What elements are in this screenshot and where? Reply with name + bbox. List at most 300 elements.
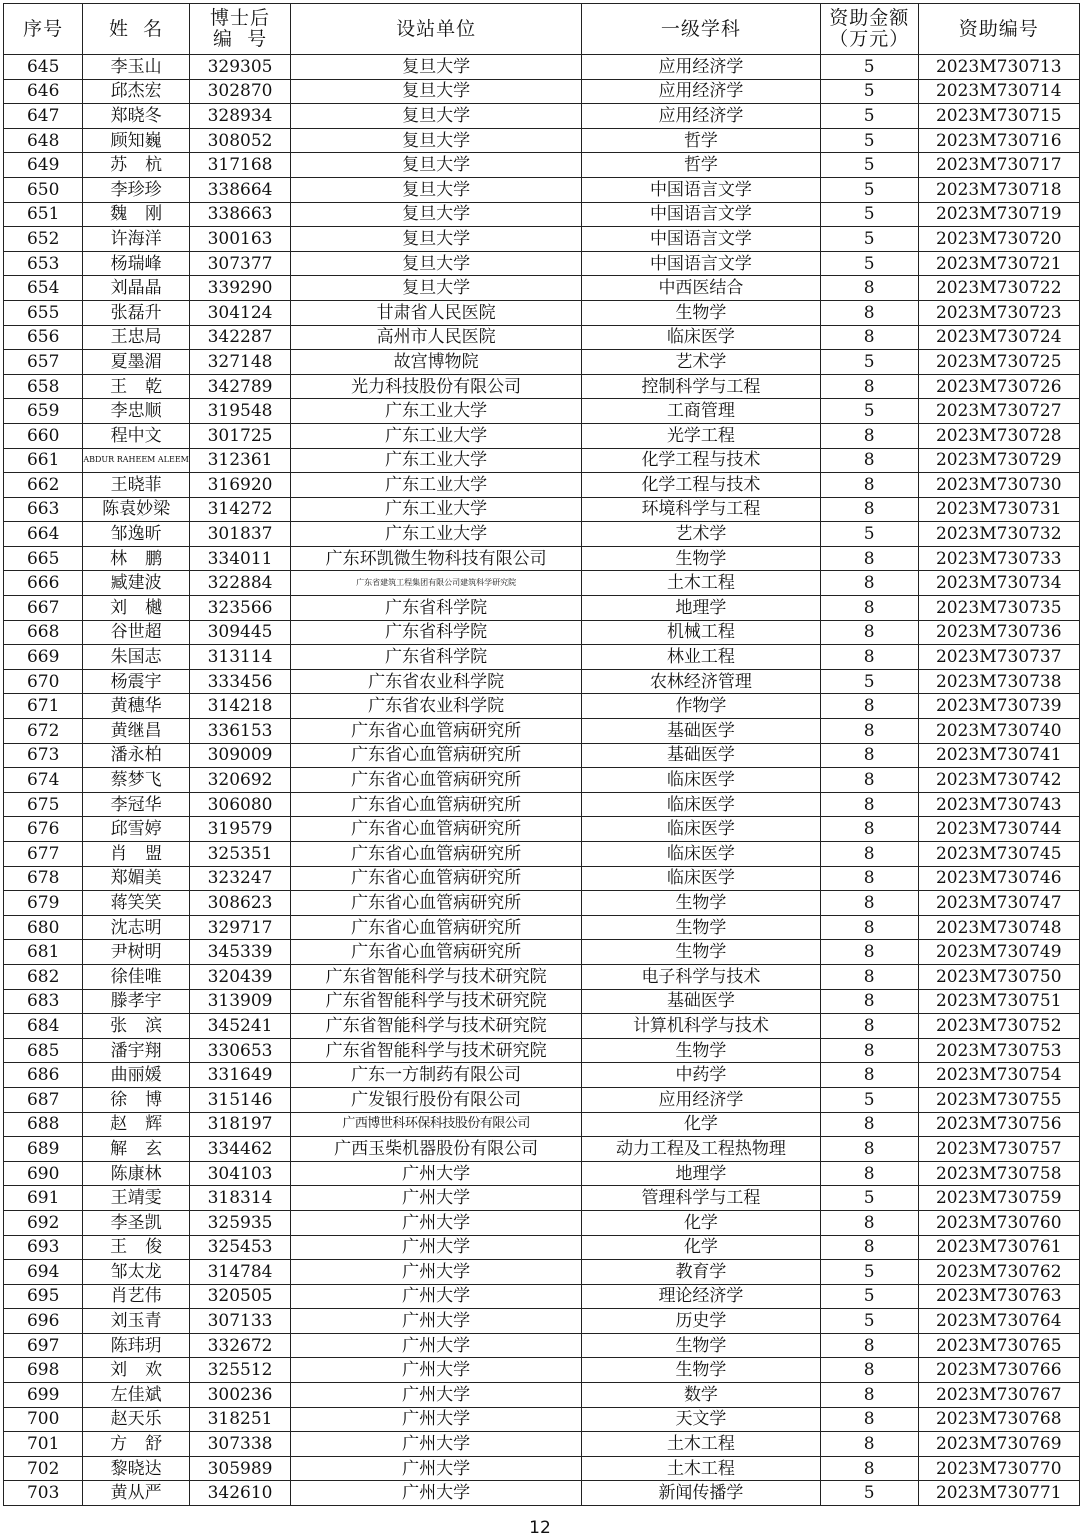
cell-index: 687 bbox=[4, 1087, 83, 1112]
cell-name: 邱雪婷 bbox=[83, 817, 190, 842]
cell-funding-id: 2023M730747 bbox=[918, 891, 1079, 916]
cell-name: 徐博 bbox=[83, 1087, 190, 1112]
cell-station-unit: 广州大学 bbox=[291, 1210, 582, 1235]
cell-name: 李圣凯 bbox=[83, 1210, 190, 1235]
cell-discipline: 管理科学与工程 bbox=[582, 1186, 821, 1211]
cell-station-unit: 广州大学 bbox=[291, 1309, 582, 1334]
cell-funding-amount: 8 bbox=[820, 1038, 918, 1063]
cell-funding-amount: 5 bbox=[820, 251, 918, 276]
cell-station-unit: 高州市人民医院 bbox=[291, 325, 582, 350]
cell-funding-id: 2023M730733 bbox=[918, 546, 1079, 571]
cell-discipline: 基础医学 bbox=[582, 989, 821, 1014]
cell-index: 685 bbox=[4, 1038, 83, 1063]
cell-name: 解玄 bbox=[83, 1137, 190, 1162]
table-row bbox=[4, 1087, 1080, 1112]
cell-index: 676 bbox=[4, 817, 83, 842]
cell-discipline: 土木工程 bbox=[582, 1456, 821, 1481]
cell-station-unit: 复旦大学 bbox=[291, 251, 582, 276]
cell-index: 667 bbox=[4, 596, 83, 621]
table-row bbox=[4, 276, 1080, 301]
cell-station-unit: 广州大学 bbox=[291, 1235, 582, 1260]
cell-postdoc-number: 307338 bbox=[189, 1432, 290, 1457]
cell-postdoc-number: 307133 bbox=[189, 1309, 290, 1334]
cell-index: 703 bbox=[4, 1481, 83, 1506]
cell-station-unit: 广东省心血管病研究所 bbox=[291, 891, 582, 916]
cell-name: 潘永柏 bbox=[83, 743, 190, 768]
cell-name: 王晓菲 bbox=[83, 473, 190, 498]
cell-index: 684 bbox=[4, 1014, 83, 1039]
cell-index: 692 bbox=[4, 1210, 83, 1235]
cell-index: 650 bbox=[4, 177, 83, 202]
header-funding-amount: 资助金额 （万元） bbox=[820, 4, 918, 55]
cell-funding-id: 2023M730721 bbox=[918, 251, 1079, 276]
table-row bbox=[4, 596, 1080, 621]
cell-funding-id: 2023M730760 bbox=[918, 1210, 1079, 1235]
cell-funding-amount: 8 bbox=[820, 300, 918, 325]
cell-postdoc-number: 312361 bbox=[189, 448, 290, 473]
cell-name: 蔡梦飞 bbox=[83, 768, 190, 793]
cell-index: 695 bbox=[4, 1284, 83, 1309]
cell-index: 658 bbox=[4, 374, 83, 399]
cell-funding-amount: 8 bbox=[820, 792, 918, 817]
cell-postdoc-number: 301725 bbox=[189, 423, 290, 448]
table-row bbox=[4, 645, 1080, 670]
cell-funding-amount: 5 bbox=[820, 1309, 918, 1334]
cell-postdoc-number: 338664 bbox=[189, 177, 290, 202]
cell-name: 陈康林 bbox=[83, 1161, 190, 1186]
cell-station-unit: 广州大学 bbox=[291, 1481, 582, 1506]
table-row bbox=[4, 1407, 1080, 1432]
cell-funding-id: 2023M730740 bbox=[918, 719, 1079, 744]
cell-name: 刘玉青 bbox=[83, 1309, 190, 1334]
cell-name: 谷世超 bbox=[83, 620, 190, 645]
cell-postdoc-number: 309009 bbox=[189, 743, 290, 768]
page-number: 12 bbox=[529, 1518, 551, 1538]
table-row bbox=[4, 104, 1080, 129]
cell-name: 苏杭 bbox=[83, 153, 190, 178]
cell-funding-id: 2023M730715 bbox=[918, 104, 1079, 129]
cell-name: 林鹏 bbox=[83, 546, 190, 571]
table-row bbox=[4, 1137, 1080, 1162]
cell-station-unit: 广州大学 bbox=[291, 1358, 582, 1383]
cell-funding-id: 2023M730726 bbox=[918, 374, 1079, 399]
cell-funding-amount: 5 bbox=[820, 202, 918, 227]
table-row bbox=[4, 202, 1080, 227]
cell-funding-id: 2023M730754 bbox=[918, 1063, 1079, 1088]
cell-index: 647 bbox=[4, 104, 83, 129]
cell-discipline: 生物学 bbox=[582, 546, 821, 571]
cell-funding-amount: 5 bbox=[820, 350, 918, 375]
cell-name: 李珍珍 bbox=[83, 177, 190, 202]
cell-funding-id: 2023M730719 bbox=[918, 202, 1079, 227]
cell-postdoc-number: 304124 bbox=[189, 300, 290, 325]
table-row bbox=[4, 1260, 1080, 1285]
cell-station-unit: 广州大学 bbox=[291, 1407, 582, 1432]
cell-station-unit: 广州大学 bbox=[291, 1333, 582, 1358]
cell-funding-id: 2023M730713 bbox=[918, 55, 1079, 80]
cell-index: 663 bbox=[4, 497, 83, 522]
cell-postdoc-number: 314272 bbox=[189, 497, 290, 522]
cell-discipline: 临床医学 bbox=[582, 325, 821, 350]
table-row bbox=[4, 620, 1080, 645]
cell-station-unit: 广西博世科环保科技股份有限公司 bbox=[291, 1112, 582, 1137]
cell-station-unit: 广东省智能科学与技术研究院 bbox=[291, 964, 582, 989]
cell-funding-id: 2023M730743 bbox=[918, 792, 1079, 817]
cell-name: 郑媚美 bbox=[83, 866, 190, 891]
table-row bbox=[4, 1284, 1080, 1309]
cell-name: 杨瑞峰 bbox=[83, 251, 190, 276]
cell-station-unit: 广东省智能科学与技术研究院 bbox=[291, 1014, 582, 1039]
cell-index: 675 bbox=[4, 792, 83, 817]
cell-name: 郑晓冬 bbox=[83, 104, 190, 129]
cell-station-unit: 甘肃省人民医院 bbox=[291, 300, 582, 325]
cell-discipline: 动力工程及工程热物理 bbox=[582, 1137, 821, 1162]
cell-index: 654 bbox=[4, 276, 83, 301]
cell-postdoc-number: 325935 bbox=[189, 1210, 290, 1235]
cell-name: 黄穗华 bbox=[83, 694, 190, 719]
cell-name: 邱杰宏 bbox=[83, 79, 190, 104]
cell-name: 尹树明 bbox=[83, 940, 190, 965]
cell-index: 648 bbox=[4, 128, 83, 153]
cell-name: 邹逸昕 bbox=[83, 522, 190, 547]
table-row bbox=[4, 448, 1080, 473]
cell-name: 李忠顺 bbox=[83, 399, 190, 424]
cell-name: 张滨 bbox=[83, 1014, 190, 1039]
cell-name: 赵天乐 bbox=[83, 1407, 190, 1432]
cell-funding-id: 2023M730738 bbox=[918, 669, 1079, 694]
table-row bbox=[4, 325, 1080, 350]
cell-discipline: 作物学 bbox=[582, 694, 821, 719]
cell-funding-id: 2023M730750 bbox=[918, 964, 1079, 989]
cell-postdoc-number: 328934 bbox=[189, 104, 290, 129]
cell-funding-amount: 8 bbox=[820, 620, 918, 645]
cell-postdoc-number: 329305 bbox=[189, 55, 290, 80]
cell-funding-id: 2023M730729 bbox=[918, 448, 1079, 473]
cell-funding-id: 2023M730761 bbox=[918, 1235, 1079, 1260]
cell-discipline: 工商管理 bbox=[582, 399, 821, 424]
cell-station-unit: 复旦大学 bbox=[291, 104, 582, 129]
cell-discipline: 理论经济学 bbox=[582, 1284, 821, 1309]
cell-discipline: 应用经济学 bbox=[582, 79, 821, 104]
cell-funding-amount: 8 bbox=[820, 694, 918, 719]
cell-funding-amount: 8 bbox=[820, 473, 918, 498]
cell-discipline: 应用经济学 bbox=[582, 55, 821, 80]
cell-funding-id: 2023M730731 bbox=[918, 497, 1079, 522]
cell-index: 696 bbox=[4, 1309, 83, 1334]
cell-index: 699 bbox=[4, 1383, 83, 1408]
cell-funding-amount: 8 bbox=[820, 940, 918, 965]
cell-discipline: 哲学 bbox=[582, 128, 821, 153]
cell-funding-amount: 8 bbox=[820, 1432, 918, 1457]
cell-station-unit: 广发银行股份有限公司 bbox=[291, 1087, 582, 1112]
cell-postdoc-number: 329717 bbox=[189, 915, 290, 940]
cell-index: 702 bbox=[4, 1456, 83, 1481]
cell-discipline: 生物学 bbox=[582, 1333, 821, 1358]
cell-station-unit: 广东工业大学 bbox=[291, 423, 582, 448]
cell-discipline: 基础医学 bbox=[582, 743, 821, 768]
table-row bbox=[4, 866, 1080, 891]
cell-funding-id: 2023M730766 bbox=[918, 1358, 1079, 1383]
cell-index: 698 bbox=[4, 1358, 83, 1383]
table-row bbox=[4, 374, 1080, 399]
cell-postdoc-number: 313909 bbox=[189, 989, 290, 1014]
cell-discipline: 中西医结合 bbox=[582, 276, 821, 301]
cell-postdoc-number: 319548 bbox=[189, 399, 290, 424]
cell-funding-amount: 5 bbox=[820, 55, 918, 80]
cell-index: 674 bbox=[4, 768, 83, 793]
cell-index: 655 bbox=[4, 300, 83, 325]
table-row bbox=[4, 1063, 1080, 1088]
cell-discipline: 生物学 bbox=[582, 940, 821, 965]
table-row bbox=[4, 989, 1080, 1014]
cell-index: 646 bbox=[4, 79, 83, 104]
cell-station-unit: 光力科技股份有限公司 bbox=[291, 374, 582, 399]
header-postdoc-number: 博士后 编 号 bbox=[189, 4, 290, 55]
cell-funding-amount: 8 bbox=[820, 546, 918, 571]
cell-name: 李玉山 bbox=[83, 55, 190, 80]
cell-discipline: 化学 bbox=[582, 1235, 821, 1260]
cell-funding-id: 2023M730734 bbox=[918, 571, 1079, 596]
cell-discipline: 临床医学 bbox=[582, 842, 821, 867]
cell-discipline: 新闻传播学 bbox=[582, 1481, 821, 1506]
cell-funding-amount: 8 bbox=[820, 866, 918, 891]
cell-discipline: 数学 bbox=[582, 1383, 821, 1408]
cell-funding-amount: 8 bbox=[820, 743, 918, 768]
cell-name: 潘宇翔 bbox=[83, 1038, 190, 1063]
cell-station-unit: 广州大学 bbox=[291, 1456, 582, 1481]
cell-postdoc-number: 309445 bbox=[189, 620, 290, 645]
cell-funding-amount: 5 bbox=[820, 1481, 918, 1506]
cell-name: 顾知巍 bbox=[83, 128, 190, 153]
cell-index: 672 bbox=[4, 719, 83, 744]
cell-funding-id: 2023M730722 bbox=[918, 276, 1079, 301]
cell-station-unit: 广州大学 bbox=[291, 1260, 582, 1285]
cell-postdoc-number: 305989 bbox=[189, 1456, 290, 1481]
cell-index: 679 bbox=[4, 891, 83, 916]
cell-postdoc-number: 313114 bbox=[189, 645, 290, 670]
cell-postdoc-number: 322884 bbox=[189, 571, 290, 596]
cell-funding-amount: 5 bbox=[820, 1260, 918, 1285]
cell-station-unit: 复旦大学 bbox=[291, 276, 582, 301]
table-row bbox=[4, 1210, 1080, 1235]
table-row bbox=[4, 522, 1080, 547]
table-row bbox=[4, 350, 1080, 375]
cell-funding-amount: 8 bbox=[820, 768, 918, 793]
cell-discipline: 基础医学 bbox=[582, 719, 821, 744]
cell-funding-amount: 8 bbox=[820, 423, 918, 448]
cell-station-unit: 广州大学 bbox=[291, 1186, 582, 1211]
table-row bbox=[4, 1186, 1080, 1211]
header-index: 序号 bbox=[4, 4, 83, 55]
cell-postdoc-number: 325351 bbox=[189, 842, 290, 867]
cell-station-unit: 复旦大学 bbox=[291, 177, 582, 202]
table-row bbox=[4, 1383, 1080, 1408]
cell-funding-amount: 8 bbox=[820, 325, 918, 350]
cell-funding-id: 2023M730746 bbox=[918, 866, 1079, 891]
cell-funding-amount: 8 bbox=[820, 497, 918, 522]
cell-station-unit: 广州大学 bbox=[291, 1432, 582, 1457]
cell-funding-id: 2023M730751 bbox=[918, 989, 1079, 1014]
table-row bbox=[4, 768, 1080, 793]
cell-funding-amount: 8 bbox=[820, 1383, 918, 1408]
cell-funding-amount: 8 bbox=[820, 842, 918, 867]
cell-discipline: 光学工程 bbox=[582, 423, 821, 448]
cell-name: ABDUR RAHEEM ALEEM bbox=[83, 448, 190, 473]
cell-name: 臧建波 bbox=[83, 571, 190, 596]
cell-index: 678 bbox=[4, 866, 83, 891]
cell-index: 677 bbox=[4, 842, 83, 867]
cell-station-unit: 广东工业大学 bbox=[291, 497, 582, 522]
cell-index: 682 bbox=[4, 964, 83, 989]
cell-name: 刘樾 bbox=[83, 596, 190, 621]
cell-funding-id: 2023M730753 bbox=[918, 1038, 1079, 1063]
cell-postdoc-number: 342610 bbox=[189, 1481, 290, 1506]
cell-name: 杨震宇 bbox=[83, 669, 190, 694]
cell-discipline: 生物学 bbox=[582, 915, 821, 940]
cell-funding-id: 2023M730732 bbox=[918, 522, 1079, 547]
table-row bbox=[4, 669, 1080, 694]
cell-station-unit: 复旦大学 bbox=[291, 202, 582, 227]
cell-funding-amount: 8 bbox=[820, 964, 918, 989]
cell-index: 657 bbox=[4, 350, 83, 375]
cell-station-unit: 广东省科学院 bbox=[291, 645, 582, 670]
cell-funding-id: 2023M730727 bbox=[918, 399, 1079, 424]
cell-index: 653 bbox=[4, 251, 83, 276]
cell-funding-id: 2023M730752 bbox=[918, 1014, 1079, 1039]
cell-postdoc-number: 300236 bbox=[189, 1383, 290, 1408]
table-row bbox=[4, 571, 1080, 596]
cell-discipline: 中国语言文学 bbox=[582, 177, 821, 202]
cell-discipline: 机械工程 bbox=[582, 620, 821, 645]
cell-name: 黄从严 bbox=[83, 1481, 190, 1506]
cell-station-unit: 广东省智能科学与技术研究院 bbox=[291, 1038, 582, 1063]
cell-index: 668 bbox=[4, 620, 83, 645]
cell-funding-amount: 5 bbox=[820, 522, 918, 547]
cell-discipline: 电子科学与技术 bbox=[582, 964, 821, 989]
cell-name: 蒋笑笑 bbox=[83, 891, 190, 916]
cell-station-unit: 广东省心血管病研究所 bbox=[291, 842, 582, 867]
cell-name: 王靖雯 bbox=[83, 1186, 190, 1211]
cell-postdoc-number: 306080 bbox=[189, 792, 290, 817]
table-row bbox=[4, 1112, 1080, 1137]
cell-funding-amount: 8 bbox=[820, 1407, 918, 1432]
cell-postdoc-number: 323247 bbox=[189, 866, 290, 891]
cell-name: 肖盟 bbox=[83, 842, 190, 867]
cell-index: 701 bbox=[4, 1432, 83, 1457]
cell-discipline: 化学 bbox=[582, 1210, 821, 1235]
cell-funding-id: 2023M730764 bbox=[918, 1309, 1079, 1334]
cell-postdoc-number: 332672 bbox=[189, 1333, 290, 1358]
cell-funding-id: 2023M730755 bbox=[918, 1087, 1079, 1112]
cell-postdoc-number: 342789 bbox=[189, 374, 290, 399]
cell-funding-id: 2023M730756 bbox=[918, 1112, 1079, 1137]
cell-funding-id: 2023M730737 bbox=[918, 645, 1079, 670]
cell-postdoc-number: 308623 bbox=[189, 891, 290, 916]
cell-funding-id: 2023M730768 bbox=[918, 1407, 1079, 1432]
cell-name: 刘晶晶 bbox=[83, 276, 190, 301]
cell-funding-amount: 8 bbox=[820, 448, 918, 473]
table-row bbox=[4, 177, 1080, 202]
cell-station-unit: 广东省心血管病研究所 bbox=[291, 719, 582, 744]
cell-discipline: 土木工程 bbox=[582, 1432, 821, 1457]
cell-postdoc-number: 345241 bbox=[189, 1014, 290, 1039]
cell-index: 661 bbox=[4, 448, 83, 473]
cell-funding-amount: 8 bbox=[820, 1137, 918, 1162]
cell-name: 曲丽媛 bbox=[83, 1063, 190, 1088]
table-row bbox=[4, 1014, 1080, 1039]
table-row bbox=[4, 1432, 1080, 1457]
cell-discipline: 临床医学 bbox=[582, 866, 821, 891]
cell-name: 刘欢 bbox=[83, 1358, 190, 1383]
cell-funding-amount: 5 bbox=[820, 128, 918, 153]
cell-station-unit: 复旦大学 bbox=[291, 79, 582, 104]
cell-index: 686 bbox=[4, 1063, 83, 1088]
cell-station-unit: 广东省科学院 bbox=[291, 620, 582, 645]
cell-funding-amount: 5 bbox=[820, 1087, 918, 1112]
cell-index: 673 bbox=[4, 743, 83, 768]
table-row bbox=[4, 1481, 1080, 1506]
table-row bbox=[4, 719, 1080, 744]
cell-discipline: 控制科学与工程 bbox=[582, 374, 821, 399]
table-row bbox=[4, 1333, 1080, 1358]
cell-discipline: 艺术学 bbox=[582, 522, 821, 547]
cell-postdoc-number: 325512 bbox=[189, 1358, 290, 1383]
cell-funding-amount: 8 bbox=[820, 1014, 918, 1039]
cell-station-unit: 复旦大学 bbox=[291, 227, 582, 252]
cell-funding-amount: 5 bbox=[820, 399, 918, 424]
cell-index: 645 bbox=[4, 55, 83, 80]
cell-discipline: 地理学 bbox=[582, 596, 821, 621]
cell-discipline: 生物学 bbox=[582, 300, 821, 325]
cell-name: 赵辉 bbox=[83, 1112, 190, 1137]
cell-discipline: 生物学 bbox=[582, 1038, 821, 1063]
cell-station-unit: 广东省心血管病研究所 bbox=[291, 792, 582, 817]
cell-index: 690 bbox=[4, 1161, 83, 1186]
table-row bbox=[4, 915, 1080, 940]
cell-funding-amount: 8 bbox=[820, 1333, 918, 1358]
cell-funding-amount: 8 bbox=[820, 276, 918, 301]
cell-discipline: 应用经济学 bbox=[582, 1087, 821, 1112]
cell-discipline: 计算机科学与技术 bbox=[582, 1014, 821, 1039]
table-row bbox=[4, 1161, 1080, 1186]
cell-postdoc-number: 308052 bbox=[189, 128, 290, 153]
cell-name: 沈志明 bbox=[83, 915, 190, 940]
cell-postdoc-number: 315146 bbox=[189, 1087, 290, 1112]
cell-postdoc-number: 314784 bbox=[189, 1260, 290, 1285]
table-row bbox=[4, 227, 1080, 252]
cell-postdoc-number: 320692 bbox=[189, 768, 290, 793]
cell-funding-id: 2023M730736 bbox=[918, 620, 1079, 645]
cell-funding-id: 2023M730770 bbox=[918, 1456, 1079, 1481]
cell-discipline: 中国语言文学 bbox=[582, 202, 821, 227]
cell-funding-amount: 8 bbox=[820, 374, 918, 399]
cell-postdoc-number: 334462 bbox=[189, 1137, 290, 1162]
cell-postdoc-number: 323566 bbox=[189, 596, 290, 621]
cell-index: 665 bbox=[4, 546, 83, 571]
cell-funding-id: 2023M730724 bbox=[918, 325, 1079, 350]
table-row bbox=[4, 694, 1080, 719]
cell-index: 691 bbox=[4, 1186, 83, 1211]
cell-postdoc-number: 342287 bbox=[189, 325, 290, 350]
cell-funding-id: 2023M730765 bbox=[918, 1333, 1079, 1358]
cell-name: 滕孝宇 bbox=[83, 989, 190, 1014]
cell-name: 邹太龙 bbox=[83, 1260, 190, 1285]
cell-postdoc-number: 338663 bbox=[189, 202, 290, 227]
cell-funding-amount: 5 bbox=[820, 1186, 918, 1211]
cell-postdoc-number: 330653 bbox=[189, 1038, 290, 1063]
table-row bbox=[4, 1309, 1080, 1334]
cell-postdoc-number: 336153 bbox=[189, 719, 290, 744]
